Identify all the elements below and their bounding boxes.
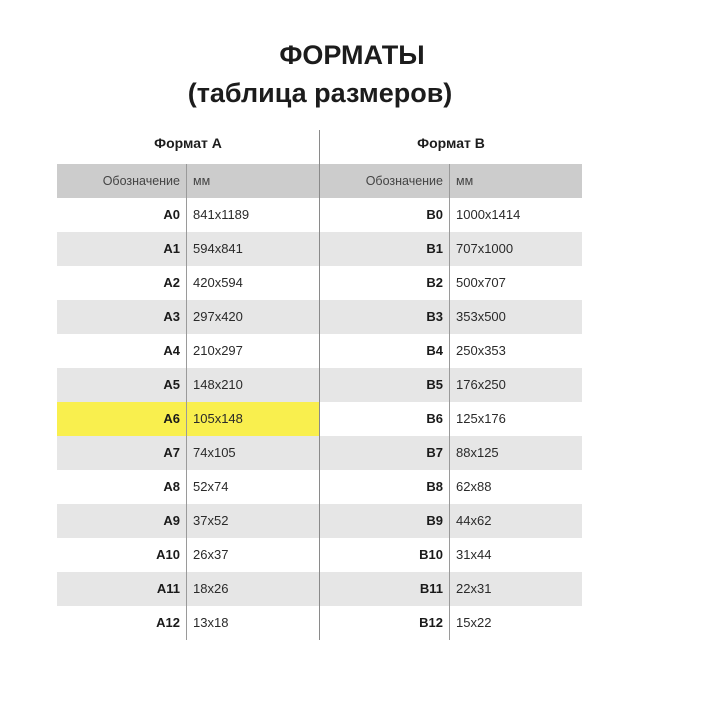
format-b-table	[320, 130, 582, 640]
table-row	[57, 470, 319, 504]
format-code: B8	[320, 470, 450, 504]
format-code: A11	[57, 572, 187, 606]
table-row	[320, 538, 582, 572]
format-size: 37x52	[193, 513, 229, 528]
table-row	[320, 470, 582, 504]
format-code: B12	[320, 606, 450, 640]
format-size: 52x74	[193, 479, 229, 494]
format-size: 353x500	[456, 309, 506, 324]
table-row	[320, 606, 582, 640]
table-row	[57, 538, 319, 572]
format-size: 297x420	[193, 309, 243, 324]
table-row	[320, 436, 582, 470]
table-row	[320, 368, 582, 402]
table-row	[57, 334, 319, 368]
format-size: 176x250	[456, 377, 506, 392]
format-code: B9	[320, 504, 450, 538]
format-code: B3	[320, 300, 450, 334]
format-size: 210x297	[193, 343, 243, 358]
format-size: 105x148	[193, 411, 243, 426]
table-row	[57, 436, 319, 470]
format-code: A3	[57, 300, 187, 334]
format-code: A12	[57, 606, 187, 640]
table-title-a: Формат A	[154, 135, 222, 151]
header-code: Обозначение	[320, 164, 450, 198]
table-row	[57, 606, 319, 640]
format-code: A4	[57, 334, 187, 368]
table-row	[320, 232, 582, 266]
format-code: B11	[320, 572, 450, 606]
format-size: 62x88	[456, 479, 492, 494]
format-code: A0	[57, 198, 187, 232]
format-code: A6	[57, 402, 187, 436]
format-code: A7	[57, 436, 187, 470]
table-header-row	[320, 164, 582, 198]
format-size: 125x176	[456, 411, 506, 426]
format-size: 31x44	[456, 547, 492, 562]
format-code: B6	[320, 402, 450, 436]
table-row	[57, 572, 319, 606]
format-code: B10	[320, 538, 450, 572]
format-code: A2	[57, 266, 187, 300]
table-row	[320, 504, 582, 538]
format-code: B5	[320, 368, 450, 402]
format-size: 707x1000	[456, 241, 514, 256]
format-code: A1	[57, 232, 187, 266]
format-size: 250x353	[456, 343, 506, 358]
table-row	[320, 402, 582, 436]
format-code: B2	[320, 266, 450, 300]
table-row	[320, 300, 582, 334]
format-code: A9	[57, 504, 187, 538]
format-code: B4	[320, 334, 450, 368]
table-header-row	[57, 164, 319, 198]
table-row	[57, 266, 319, 300]
format-size: 13x18	[193, 615, 229, 630]
format-size: 74x105	[193, 445, 236, 460]
format-size: 15x22	[456, 615, 492, 630]
format-code: A5	[57, 368, 187, 402]
table-row	[320, 198, 582, 232]
header-code: Обозначение	[57, 164, 187, 198]
page-title: ФОРМАТЫ	[279, 40, 425, 70]
table-row	[57, 368, 319, 402]
format-size: 420x594	[193, 275, 243, 290]
format-size: 594x841	[193, 241, 243, 256]
format-size: 22x31	[456, 581, 492, 596]
table-title-b: Формат B	[417, 135, 485, 151]
table-row	[57, 300, 319, 334]
table-row	[57, 232, 319, 266]
header-size: мм	[193, 174, 211, 188]
format-code: B0	[320, 198, 450, 232]
format-size: 841x1189	[193, 207, 250, 222]
table-row	[320, 572, 582, 606]
format-code: B7	[320, 436, 450, 470]
page-subtitle: (таблица размеров)	[187, 78, 453, 108]
table-row	[320, 334, 582, 368]
table-row	[57, 504, 319, 538]
format-a-table	[57, 130, 319, 640]
table-row	[57, 198, 319, 232]
format-size: 88x125	[456, 445, 499, 460]
header-size: мм	[456, 174, 474, 188]
format-size: 1000x1414	[456, 207, 521, 222]
format-code: B1	[320, 232, 450, 266]
format-code: A10	[57, 538, 187, 572]
format-size: 44x62	[456, 513, 492, 528]
format-code: A8	[57, 470, 187, 504]
table-row	[320, 266, 582, 300]
format-size: 26x37	[193, 547, 229, 562]
table-row-highlighted	[57, 402, 319, 436]
format-size: 500x707	[456, 275, 506, 290]
format-size: 18x26	[193, 581, 229, 596]
format-size: 148x210	[193, 377, 243, 392]
